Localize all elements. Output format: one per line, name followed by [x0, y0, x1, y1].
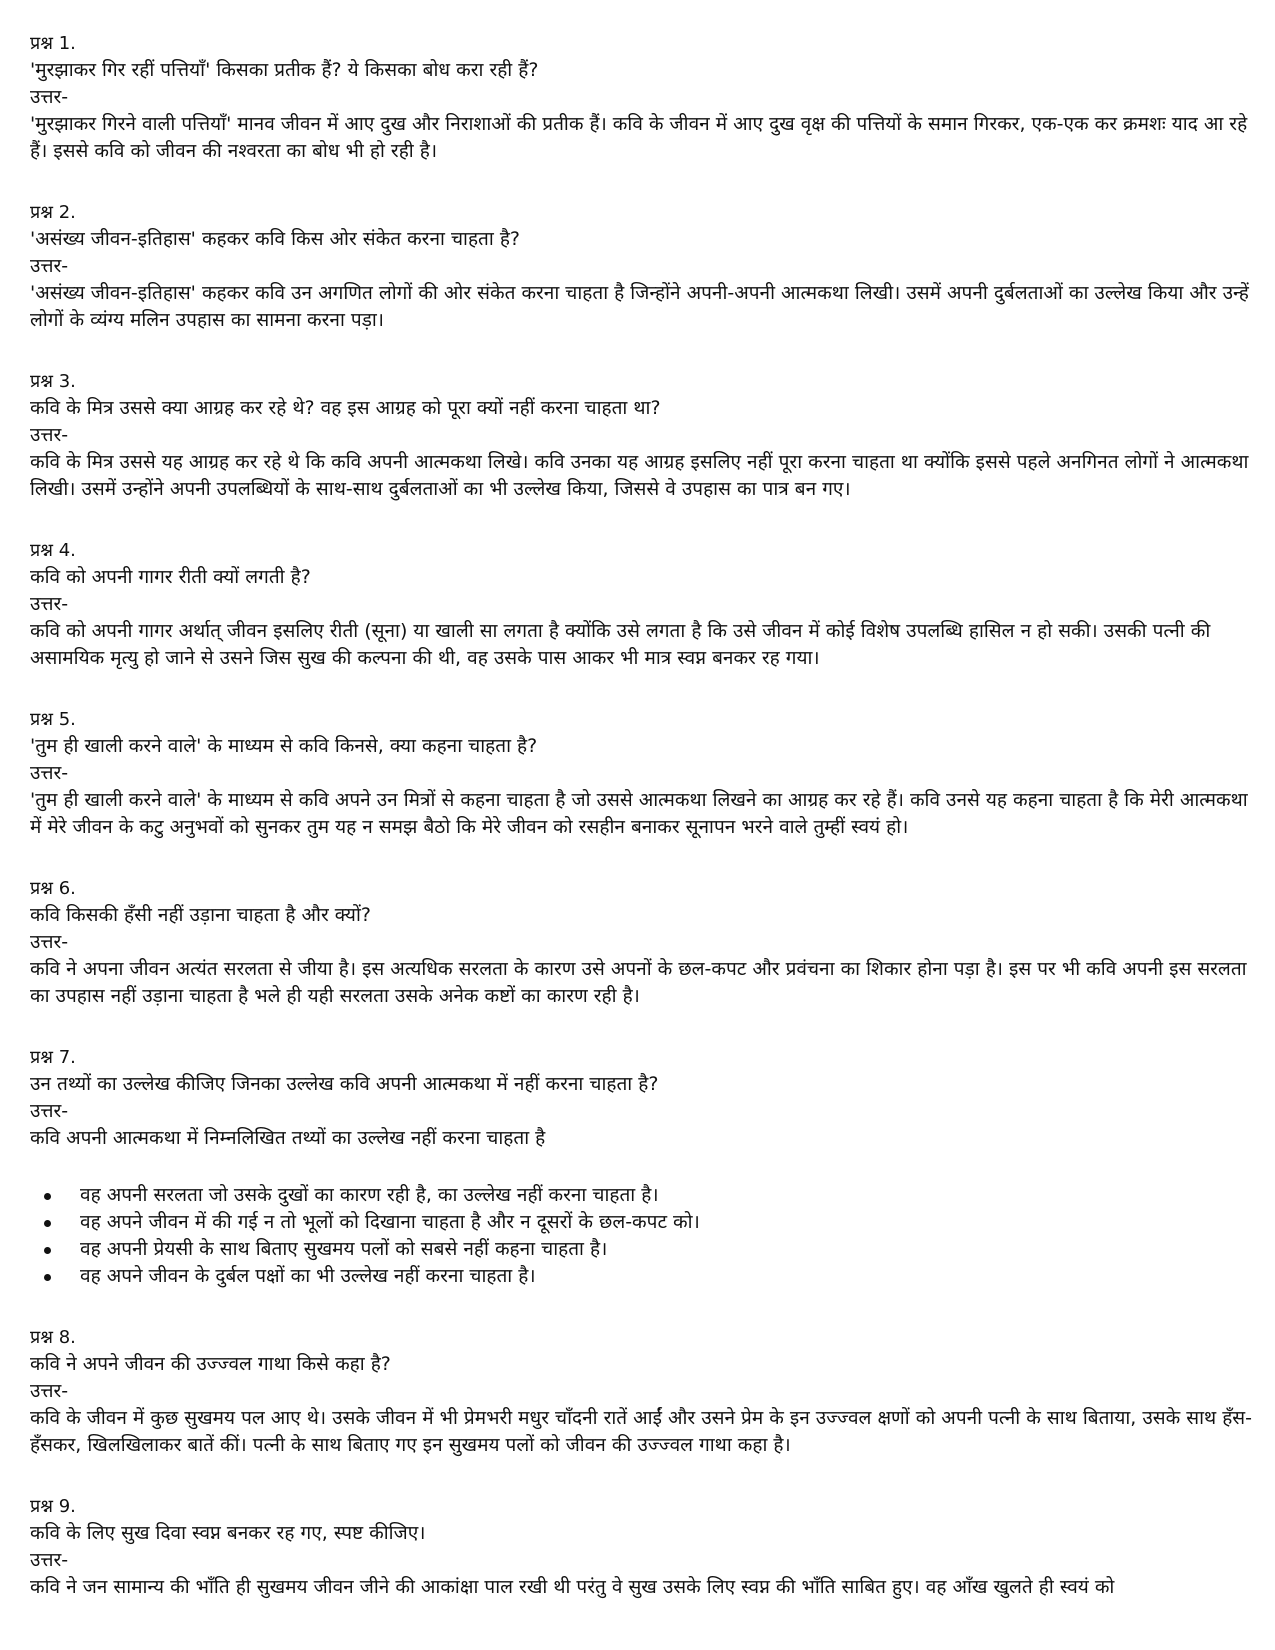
- answer-text: 'मुरझाकर गिरने वाली पत्तियाँ' मानव जीवन में आए दुख और निराशाओं की प्रतीक हैं। कवि के जीवन में आए दुख वृक्ष की पत्तियों के समान गिरकर, एक-एक कर क्रमशः याद आ रहे हैं। इससे कवि को जीवन की नश्वरता का बोध भी हो रही है।: [30, 113, 1248, 162]
- bullet-text: वह अपनी सरलता जो उसके दुखों का कारण रही है, का उल्लेख नहीं करना चाहता है।: [80, 1184, 659, 1206]
- question-block-1: [30, 30, 1255, 165]
- question-text: कवि के मित्र उससे क्या आग्रह कर रहे थे? वह इस आग्रह को पूरा क्यों नहीं करना चाहता था?: [30, 397, 661, 419]
- question-number: प्रश्न 6.: [30, 878, 76, 899]
- answer-label: उत्तर-: [30, 424, 69, 446]
- question-text: 'मुरझाकर गिर रहीं पत्तियाँ' किसका प्रतीक हैं? ये किसका बोध करा रही हैं?: [30, 59, 539, 81]
- answer-label: उत्तर-: [30, 593, 69, 615]
- question-number: प्रश्न 2.: [30, 202, 76, 223]
- bullet-list: [30, 1182, 1255, 1290]
- bullet-icon: [44, 1193, 51, 1200]
- question-text: कवि ने अपने जीवन की उज्ज्वल गाथा किसे कहा है?: [30, 1353, 391, 1375]
- document-page: [30, 30, 1255, 1635]
- question-text: कवि को अपनी गागर रीती क्यों लगती है?: [30, 566, 311, 588]
- answer-text: कवि के जीवन में कुछ सुखमय पल आए थे। उसके जीवन में भी प्रेमभरी मधुर चाँदनी रातें आईं और उसने प्रेम के इन उज्ज्वल क्षणों को अपनी पत्नी के साथ बिताया, उसके साथ हँस-हँसकर, खिलखिलाकर बातें कीं। पत्नी के साथ बिताए गए इन सुखमय पलों को जीवन की उज्ज्वल गाथा कहा है।: [30, 1407, 1252, 1456]
- bullet-icon: [44, 1247, 51, 1254]
- question-number: प्रश्न 4.: [30, 540, 76, 561]
- question-text: 'तुम ही खाली करने वाले' के माध्यम से कवि किनसे, क्या कहना चाहता है?: [30, 735, 538, 757]
- answer-label: उत्तर-: [30, 1100, 69, 1122]
- answer-label: उत्तर-: [30, 255, 69, 277]
- bullet-item: [30, 1236, 1255, 1263]
- bullet-text: वह अपनी प्रेयसी के साथ बिताए सुखमय पलों को सबसे नहीं कहना चाहता है।: [80, 1238, 608, 1260]
- bullet-icon: [44, 1274, 51, 1281]
- bullet-item: [30, 1209, 1255, 1236]
- question-text: 'असंख्य जीवन-इतिहास' कहकर कवि किस ओर संकेत करना चाहता है?: [30, 228, 520, 250]
- question-number: प्रश्न 5.: [30, 709, 76, 730]
- question-text: उन तथ्यों का उल्लेख कीजिए जिनका उल्लेख कवि अपनी आत्मकथा में नहीं करना चाहता है?: [30, 1073, 659, 1095]
- bullet-text: वह अपने जीवन में की गई न तो भूलों को दिखाना चाहता है और न दूसरों के छल-कपट को।: [80, 1211, 700, 1233]
- question-text: कवि के लिए सुख दिवा स्वप्न बनकर रह गए, स्पष्ट कीजिए।: [30, 1522, 426, 1544]
- answer-text: 'तुम ही खाली करने वाले' के माध्यम से कवि अपने उन मित्रों से कहना चाहता है जो उससे आत्मकथा लिखने का आग्रह कर रहे हैं। कवि उनसे यह कहना चाहता है कि मेरी आत्मकथा में मेरे जीवन के कटु अनुभवों को सुनकर तुम यह न समझ बैठो कि मेरे जीवन को रसहीन बनाकर सूनापन भरने वाले तुम्हीं स्वयं हो।: [30, 789, 1248, 838]
- question-number: प्रश्न 1.: [30, 33, 76, 54]
- question-block-6: [30, 875, 1255, 1010]
- answer-text: 'असंख्य जीवन-इतिहास' कहकर कवि उन अगणित लोगों की ओर संकेत करना चाहता है जिन्होंने अपनी-अपनी आत्मकथा लिखी। उसमें अपनी दुर्बलताओं का उल्लेख किया और उन्हें लोगों के व्यंग्य मलिन उपहास का सामना करना पड़ा।: [30, 282, 1249, 331]
- question-block-9: [30, 1493, 1255, 1601]
- answer-label: उत्तर-: [30, 762, 69, 784]
- question-block-8: [30, 1324, 1255, 1459]
- question-number: प्रश्न 7.: [30, 1047, 76, 1068]
- answer-label: उत्तर-: [30, 1549, 69, 1571]
- bullet-item: [30, 1182, 1255, 1209]
- bullet-icon: [44, 1220, 51, 1227]
- question-block-2: [30, 199, 1255, 334]
- question-block-7: [30, 1044, 1255, 1290]
- bullet-text: वह अपने जीवन के दुर्बल पक्षों का भी उल्लेख नहीं करना चाहता है।: [80, 1265, 536, 1287]
- question-text: कवि किसकी हँसी नहीं उड़ाना चाहता है और क्यों?: [30, 904, 371, 926]
- answer-text: कवि को अपनी गागर अर्थात् जीवन इसलिए रीती (सूना) या खाली सा लगता है क्योंकि उसे लगता है कि उसे जीवन में कोई विशेष उपलब्धि हासिल न हो सकी। उसकी पत्नी की असामयिक मृत्यु हो जाने से उसने जिस सुख की कल्पना की थी, वह उसके पास आकर भी मात्र स्वप्न बनकर रह गया।: [30, 620, 1211, 669]
- question-block-5: [30, 706, 1255, 841]
- question-number: प्रश्न 3.: [30, 371, 76, 392]
- answer-text: कवि अपनी आत्मकथा में निम्नलिखित तथ्यों का उल्लेख नहीं करना चाहता है: [30, 1127, 546, 1149]
- answer-text: कवि के मित्र उससे यह आग्रह कर रहे थे कि कवि अपनी आत्मकथा लिखे। कवि उनका यह आग्रह इसलिए नहीं पूरा करना चाहता था क्योंकि इससे पहले अनगिनत लोगों ने आत्मकथा लिखी। उसमें उन्होंने अपनी उपलब्धियों के साथ-साथ दुर्बलताओं का भी उल्लेख किया, जिससे वे उपहास का पात्र बन गए।: [30, 451, 1249, 500]
- answer-label: उत्तर-: [30, 931, 69, 953]
- answer-label: उत्तर-: [30, 86, 69, 108]
- answer-label: उत्तर-: [30, 1380, 69, 1402]
- question-block-4: [30, 537, 1255, 672]
- question-block-3: [30, 368, 1255, 503]
- answer-text: कवि ने अपना जीवन अत्यंत सरलता से जीया है। इस अत्यधिक सरलता के कारण उसे अपनों के छल-कपट और प्रवंचना का शिकार होना पड़ा है। इस पर भी कवि अपनी इस सरलता का उपहास नहीं उड़ाना चाहता है भले ही यही सरलता उसके अनेक कष्टों का कारण रही है।: [30, 958, 1247, 1007]
- answer-text: कवि ने जन सामान्य की भाँति ही सुखमय जीवन जीने की आकांक्षा पाल रखी थी परंतु वे सुख उसके लिए स्वप्न की भाँति साबित हुए। वह आँख खुलते ही स्वयं को: [30, 1576, 1115, 1598]
- question-number: प्रश्न 9.: [30, 1496, 76, 1517]
- bullet-item: [30, 1263, 1255, 1290]
- question-number: प्रश्न 8.: [30, 1327, 76, 1348]
